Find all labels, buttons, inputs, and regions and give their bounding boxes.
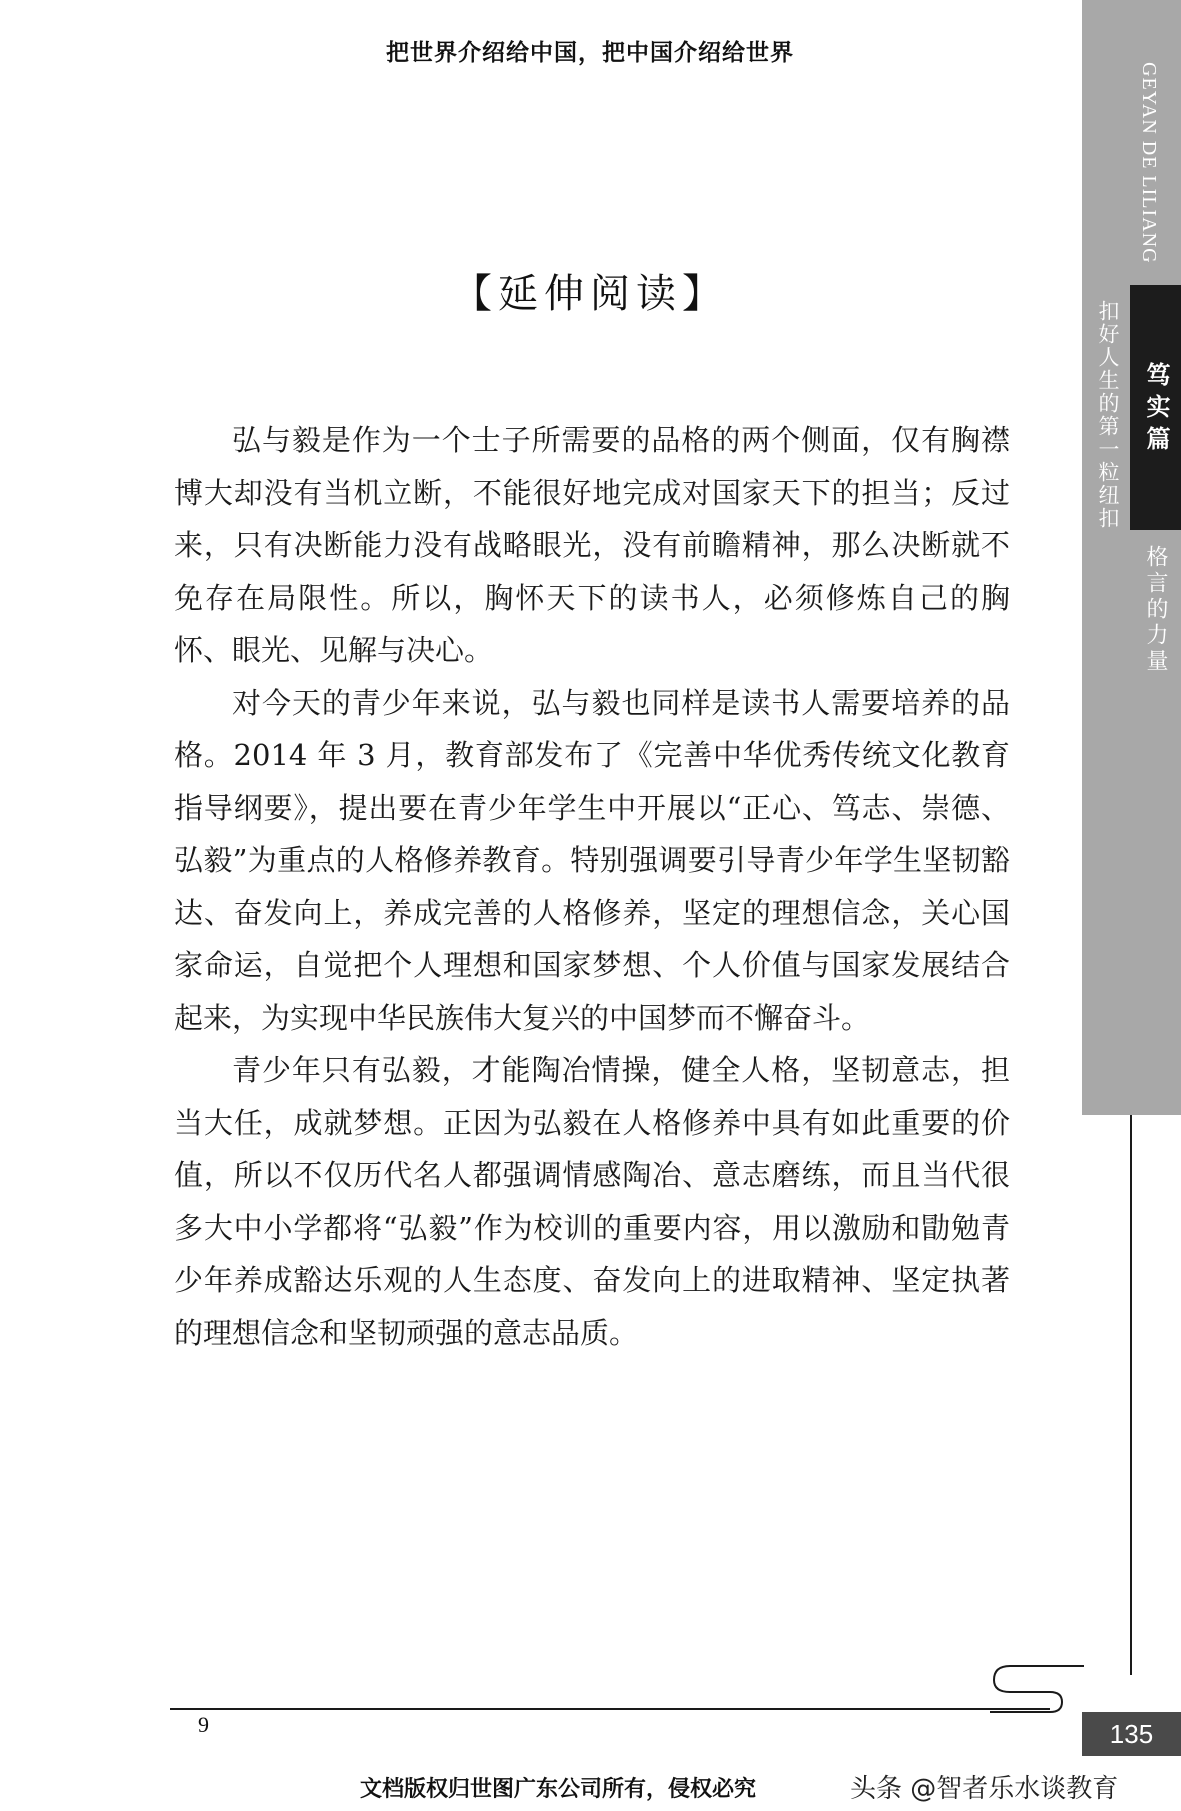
paragraph-2: 对今天的青少年来说，弘与毅也同样是读书人需要培养的品格。2014 年 3 月，教育部发布了《完善中华优秀传统文化教育指导纲要》，提出要在青少年学生中开展以“正心、笃志、崇德、弘毅”为重点的人格修养教育。特别强调要引导青少年学生坚韧豁达、奋发向上，养成完善的人格修养，坚定的理想信念，关心国家命运，自觉把个人理想和国家梦想、个人价值与国家发展结合起来，为实现中华民族伟大复兴的中国梦而不懈奋斗。: [174, 685, 1010, 1035]
side-series-title: 格言的力量: [1143, 545, 1168, 675]
side-rule: [1130, 1115, 1132, 1675]
chapter-tab-label: 笃实篇: [1142, 362, 1170, 458]
side-book-title: 扣好人生的第一粒纽扣: [1096, 300, 1120, 530]
section-title: 【延伸阅读】: [452, 271, 728, 317]
side-pinyin-title: GEYAN DE LILIANG: [1138, 62, 1160, 264]
watermark: 头条 @智者乐水谈教育: [850, 1774, 1119, 1804]
copyright-notice: 文档版权归世图广东公司所有，侵权必究: [360, 1777, 757, 1802]
page-number: 135: [1082, 1712, 1181, 1756]
paragraph-1: 弘与毅是作为一个士子所需要的品格的两个侧面，仅有胸襟博大却没有当机立断，不能很好地完成对国家天下的担当；反过来，只有决断能力没有战略眼光，没有前瞻精神，那么决断就不免存在局限性。所以，胸怀天下的读书人，必须修炼自己的胸怀、眼光、见解与决心。: [174, 423, 1010, 667]
article-body: [174, 414, 1010, 1359]
running-header: 把世界介绍给中国，把中国介绍给世界: [386, 40, 794, 66]
footer-rule: [170, 1708, 1050, 1710]
left-page-number: 9: [198, 1712, 209, 1737]
paragraph-3: 青少年只有弘毅，才能陶冶情操，健全人格，坚韧意志，担当大任，成就梦想。正因为弘毅在人格修养中具有如此重要的价值，所以不仅历代名人都强调情感陶冶、意志磨练，而且当代很多大中小学都将“弘毅”作为校训的重要内容，用以激励和勖勉青少年养成豁达乐观的人生态度、奋发向上的进取精神、坚定执著的理想信念和坚韧顽强的意志品质。: [174, 1053, 1010, 1350]
